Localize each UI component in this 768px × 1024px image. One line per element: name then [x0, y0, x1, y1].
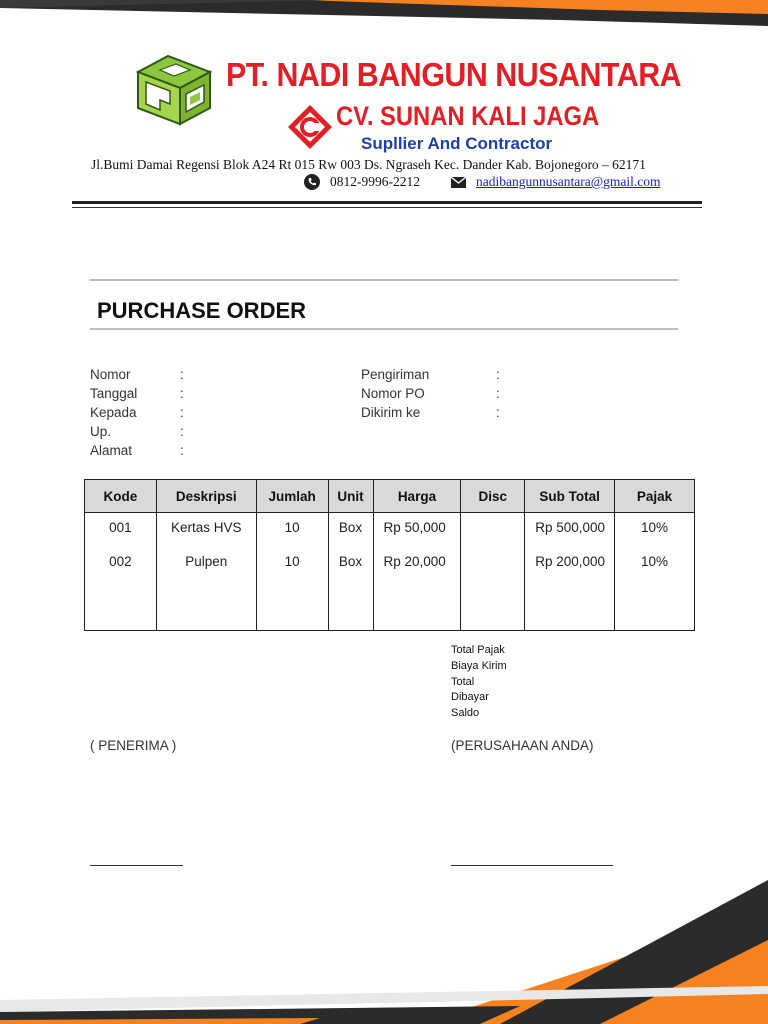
col-header-harga: Harga — [373, 480, 461, 513]
phone-icon — [304, 174, 320, 190]
field-colon: : — [496, 405, 500, 420]
summary-total: Total — [451, 676, 475, 688]
cell-unit: Box — [328, 547, 373, 581]
col-header-pajak: Pajak — [615, 480, 695, 513]
nbn-logo-icon — [130, 52, 216, 126]
field-label-tanggal: Tanggal — [90, 386, 138, 401]
cell-deskripsi: Kertas HVS — [156, 513, 256, 547]
document-title: PURCHASE ORDER — [97, 298, 307, 323]
empty-cell — [461, 581, 525, 631]
col-header-sub-total: Sub Total — [525, 480, 615, 513]
signature-penerima-label: ( PENERIMA ) — [90, 738, 177, 753]
field-colon: : — [180, 424, 184, 439]
field-label-nomor: Nomor — [90, 367, 131, 382]
cell-kode: 001 — [85, 513, 157, 547]
cell-disc — [461, 547, 525, 581]
field-colon: : — [180, 443, 184, 458]
table-row — [85, 547, 695, 581]
table-row — [85, 513, 695, 547]
company-name: PT. NADI BANGUN NUSANTARA — [226, 56, 682, 93]
field-colon: : — [496, 386, 500, 401]
empty-cell — [328, 581, 373, 631]
signature-line-right — [451, 865, 613, 866]
company-tagline: Supllier And Contractor — [361, 134, 553, 153]
company-phone: 0812-9996-2212 — [330, 174, 420, 189]
company-email-link[interactable]: nadibangunnusantara@gmail.com — [476, 174, 661, 189]
col-header-jumlah: Jumlah — [256, 480, 328, 513]
cell-harga: Rp 50,000 — [373, 513, 461, 547]
empty-cell — [525, 581, 615, 631]
company-address: Jl.Bumi Damai Regensi Blok A24 Rt 015 Rw 003 Ds. Ngraseh Kec. Dander Kab. Bojonegoro – 62171 — [91, 157, 646, 172]
cell-sub-total: Rp 200,000 — [525, 547, 615, 581]
items-table — [84, 479, 695, 631]
cell-jumlah: 10 — [256, 547, 328, 581]
cell-harga: Rp 20,000 — [373, 547, 461, 581]
title-rule-bottom — [90, 328, 678, 330]
field-colon: : — [180, 367, 184, 382]
field-label-kepada: Kepada — [90, 405, 137, 420]
signature-perusahaan-label: (PERUSAHAAN ANDA) — [451, 738, 594, 753]
summary-total-pajak: Total Pajak — [451, 644, 505, 656]
signature-line-left — [90, 865, 183, 866]
field-label-alamat: Alamat — [90, 443, 133, 458]
empty-cell — [256, 581, 328, 631]
cell-sub-total: Rp 500,000 — [525, 513, 615, 547]
title-rule-top — [90, 279, 678, 281]
empty-cell — [156, 581, 256, 631]
col-header-deskripsi: Deskripsi — [156, 480, 256, 513]
empty-cell — [615, 581, 695, 631]
col-header-unit: Unit — [328, 480, 373, 513]
header-divider-thin — [72, 207, 702, 208]
sub-company-name: CV. SUNAN KALI JAGA — [336, 101, 600, 131]
empty-cell — [85, 581, 157, 631]
summary-saldo: Saldo — [451, 707, 480, 719]
cv-logo-icon — [286, 103, 334, 151]
cell-jumlah: 10 — [256, 513, 328, 547]
cell-unit: Box — [328, 513, 373, 547]
bottom-decorative-band — [0, 880, 768, 1024]
field-label-pengiriman: Pengiriman — [361, 367, 430, 382]
top-decorative-band — [0, 0, 768, 26]
col-header-kode: Kode — [85, 480, 157, 513]
field-label-nomor-po: Nomor PO — [361, 386, 425, 401]
col-header-disc: Disc — [461, 480, 525, 513]
field-label-up: Up. — [90, 424, 112, 439]
cell-deskripsi: Pulpen — [156, 547, 256, 581]
summary-biaya-kirim: Biaya Kirim — [451, 660, 507, 672]
header-divider — [72, 201, 702, 204]
field-colon: : — [180, 386, 184, 401]
field-colon: : — [180, 405, 184, 420]
cell-disc — [461, 513, 525, 547]
table-header-row — [85, 480, 695, 513]
cell-kode: 002 — [85, 547, 157, 581]
table-row-empty — [85, 581, 695, 631]
empty-cell — [373, 581, 461, 631]
mail-icon — [451, 177, 466, 188]
summary-dibayar: Dibayar — [451, 691, 489, 703]
field-label-dikirim-ke: Dikirim ke — [361, 405, 421, 420]
cell-pajak: 10% — [615, 547, 695, 581]
field-colon: : — [496, 367, 500, 382]
cell-pajak: 10% — [615, 513, 695, 547]
